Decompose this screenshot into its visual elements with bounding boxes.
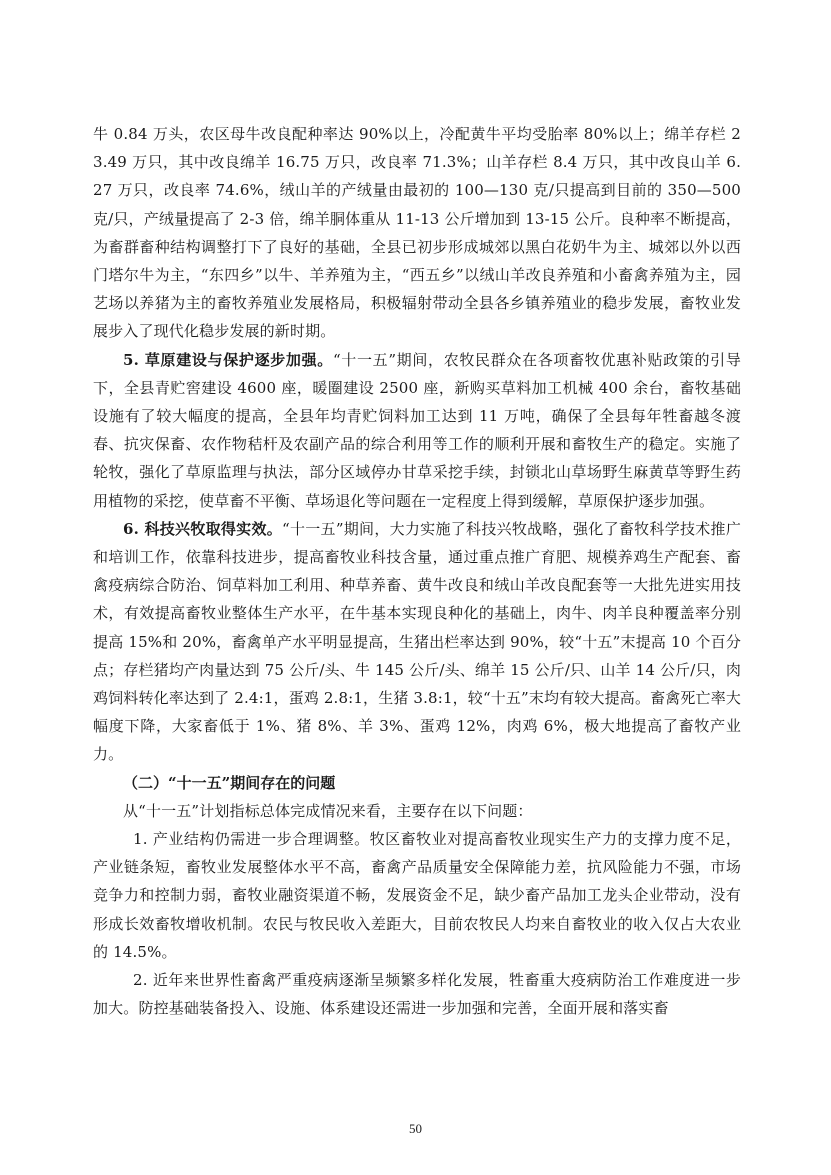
paragraph-tech-livestock <box>93 515 741 769</box>
paragraph-lead-tech: 6. 科技兴牧取得实效。 <box>123 519 283 538</box>
page-number: 50 <box>409 1121 422 1136</box>
paragraph-livestock-improvement: 牛 0.84 万头，农区母牛改良配种率达 90%以上，冷配黄牛平均受胎率 80%以上；绵羊存栏 23.49 万只，其中改良绵羊 16.75 万只，改良率 71.3%；山羊存栏 8.4 万只，其中改良山羊 6.27 万只，改良率 74.6%，绒山羊的产绒量由最初的 100—130 克/只提高到目前的 350—500 克/只，产绒量提高了 2-3 倍，绵羊胴体重从 11-13 公斤增加到 13-15 公斤。良种率不断提高，为畜群畜种结构调整打下了良好的基础，全县已初步形成城郊以黑白花奶牛为主、城郊以外以西门塔尔牛为主，“东四乡”以牛、羊养殖为主，“西五乡”以绒山羊改良养殖和小畜禽养殖为主，园艺场以养猪为主的畜牧养殖业发展格局，积极辐射带动全县各乡镇养殖业的稳步发展，畜牧业发展步入了现代化稳步发展的新时期。 <box>93 125 741 341</box>
paragraph-grassland-protection <box>93 346 741 515</box>
paragraph-problem-2: 2. 近年来世界性畜禽严重疫病逐渐呈频繁多样化发展，牲畜重大疫病防治工作难度进一步加大。防控基础装备投入、设施、体系建设还需进一步加强和完善，全面开展和落实畜 <box>93 971 741 1018</box>
paragraph-body-tech: “十一五”期间，大力实施了科技兴牧战略，强化了畜牧科学技术推广和培训工作，依靠科技进步，提高畜牧业科技含量，通过重点推广育肥、规模养鸡生产配套、畜禽疫病综合防治、饲草料加工利用、种草养畜、黄牛改良和绒山羊改良配套等一大批先进实用技术，有效提高畜牧业整体生产水平，在牛基本实现良种化的基础上，肉牛、肉羊良种覆盖率分别提高 15%和 20%，畜禽单产水平明显提高，生猪出栏率达到 90%，较“十五”末提高 10 个百分点；存栏猪均产肉量达到 75 公斤/头、牛 145 公斤/头、绵羊 15 公斤/只、山羊 14 公斤/只，肉鸡饲料转化率达到了 2.4:1，蛋鸡 2.8:1，生猪 3.8:1，较“十五”末均有较大提高。畜禽死亡率大幅度下降，大家畜低于 1%、猪 8%、羊 3%、蛋鸡 12%，肉鸡 6%，极大地提高了畜牧产业力。 <box>93 519 741 764</box>
paragraph-problems-intro: 从“十一五”计划指标总体完成情况来看，主要存在以下问题： <box>123 801 533 820</box>
paragraph-problem-1: 1. 产业结构仍需进一步合理调整。牧区畜牧业对提高畜牧业现实生产力的支撑力度不足，产业链条短，畜牧业发展整体水平不高，畜禽产品质量安全保障能力差，抗风险能力不强，市场竞争力和控制力弱，畜牧业融资渠道不畅，发展资金不足，缺少畜产品加工龙头企业带动，没有形成长效畜牧增收机制。农民与牧民收入差距大，目前农牧民人均来自畜牧业的收入仅占大农业的 14.5%。 <box>93 830 741 961</box>
paragraph-lead-grassland: 5. 草原建设与保护逐步加强。 <box>123 350 333 369</box>
document-body <box>93 120 741 1023</box>
section-heading-problems: （二）“十一五”期间存在的问题 <box>123 773 336 792</box>
paragraph-body-grassland: “十一五”期间，农牧民群众在各项畜牧优惠补贴政策的引导下，全县青贮窖建设 4600 座，暖圈建设 2500 座，新购买草料加工机械 400 余台，畜牧基础设施有了较大幅度的提高，全县年均青贮饲料加工达到 11 万吨，确保了全县每年牲畜越冬渡春、抗灾保畜、农作物秸杆及农副产品的综合利用等工作的顺利开展和畜牧生产的稳定。实施了轮牧，强化了草原监理与执法，部分区域停办甘草采挖手续，封锁北山草场野生麻黄草等野生药用植物的采挖，使草畜不平衡、草场退化等问题在一定程度上得到缓解，草原保护逐步加强。 <box>93 350 742 510</box>
